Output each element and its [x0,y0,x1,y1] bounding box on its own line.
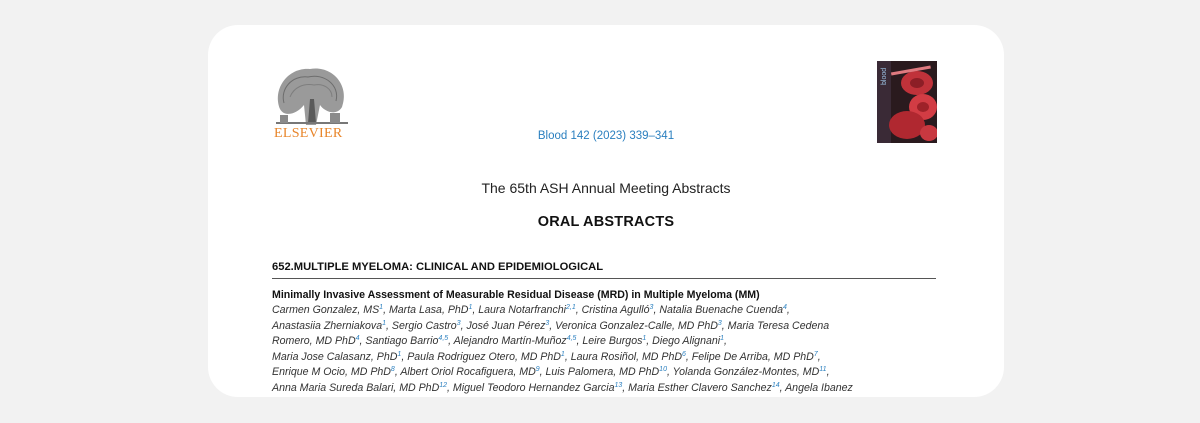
journal-citation-link[interactable]: Blood 142 (2023) 339–341 [537,130,675,142]
article-card [208,25,1004,397]
affiliation-link[interactable]: 4 [783,304,787,311]
cover-label: blood [881,67,888,85]
affiliation-link[interactable]: 3 [717,319,722,327]
author-name: Maria Jose Calasanz, PhD [272,350,398,363]
author-name: , Laura Notarfranchi [472,304,566,316]
author-name: , Marta Lasa, PhD [383,304,469,316]
author-name: , Miguel Teodoro Hernandez Garcia [447,381,615,394]
author-name: , Paula Rodriguez Otero, MD PhD [401,350,561,363]
author-name: , Natalia Buenache Cuenda [653,304,784,316]
affiliation-link[interactable]: 8 [390,366,395,374]
author-name: , Cristina Agulló [575,304,650,316]
author-name: , Yolanda González-Montes, MD [666,366,820,379]
author-name: , [826,366,830,379]
affiliation-link[interactable]: 3 [649,304,654,311]
affiliation-link[interactable]: 7 [813,350,818,358]
affiliation-link[interactable]: 10 [659,366,667,374]
affiliation-link[interactable]: 4,5 [566,335,577,343]
affiliation-link[interactable]: 3 [545,319,550,327]
author-line [272,381,940,397]
publisher-wordmark: ELSEVIER [274,126,343,141]
affiliation-link[interactable]: 1 [397,350,402,358]
author-name: , Santiago Barrio [359,335,439,348]
author-name: , Felipe De Arriba, MD PhD [685,350,814,363]
affiliation-link[interactable]: 13 [614,381,623,389]
affiliation-link[interactable]: 1 [379,304,384,311]
author-name: , Laura Rosiñol, MD PhD [564,350,682,363]
affiliation-link[interactable]: 1 [468,304,473,311]
author-name: , Leire Burgos [576,335,643,348]
affiliation-link[interactable]: 3 [456,319,461,327]
author-name: , Alejandro Martín-Muñoz [448,335,567,348]
author-line [272,365,940,381]
section-title: ORAL ABSTRACTS [537,214,675,230]
author-name: , Angela Ibanez [779,381,853,394]
author-name: , Luis Palomera, MD PhD [539,366,660,379]
affiliation-link[interactable]: 1 [642,335,647,343]
affiliation-link[interactable]: 1 [560,350,565,358]
affiliation-link[interactable]: 14 [771,381,780,389]
author-name: , Veronica Gonzalez-Calle, MD PhD [549,319,718,332]
author-name: , [817,350,821,363]
author-name: Carmen Gonzalez, MS [272,304,380,316]
affiliation-link[interactable]: 2,1 [566,304,576,311]
author-name: , José Juan Pérez [460,319,546,332]
author-name: , Diego Alignani [646,335,721,348]
author-list [272,303,940,397]
author-name: Anna Maria Sureda Balari, MD PhD [272,381,440,394]
affiliation-link[interactable]: 4,5 [438,335,449,343]
author-name: Romero, MD PhD [272,335,356,348]
author-name: Enrique M Ocio, MD PhD [272,366,391,379]
author-name: , Maria Teresa Cedena [721,319,830,332]
author-line [272,350,940,366]
affiliation-link[interactable]: 12 [439,381,448,389]
author-name: , Sergio Castro [386,319,457,332]
author-name: , [786,304,790,316]
author-name: , Maria Esther Clavero Sanchez [622,381,772,394]
meeting-title: The 65th ASH Annual Meeting Abstracts [481,180,731,196]
article-first-page [208,25,1004,397]
author-line [272,319,940,335]
blood-journal-cover-icon [877,61,937,143]
author-name: , [724,335,727,348]
affiliation-link[interactable]: 4 [355,335,360,343]
affiliation-link[interactable]: 9 [535,366,540,374]
affiliation-link[interactable]: 11 [819,366,827,374]
abstract-title: Minimally Invasive Assessment of Measurable Residual Disease (MRD) in Multiple Myeloma (MM) [272,289,760,301]
author-name: , Albert Oriol Rocafiguera, MD [394,366,536,379]
author-line [272,303,940,319]
author-name: Anastasiia Zherniakova [272,319,383,332]
category-heading: 652.MULTIPLE MYELOMA: CLINICAL AND EPIDEMIOLOGICAL [272,261,936,279]
affiliation-link[interactable]: 1 [720,335,725,343]
author-line [272,334,940,350]
affiliation-link[interactable]: 1 [382,319,387,327]
affiliation-link[interactable]: 6 [681,350,686,358]
